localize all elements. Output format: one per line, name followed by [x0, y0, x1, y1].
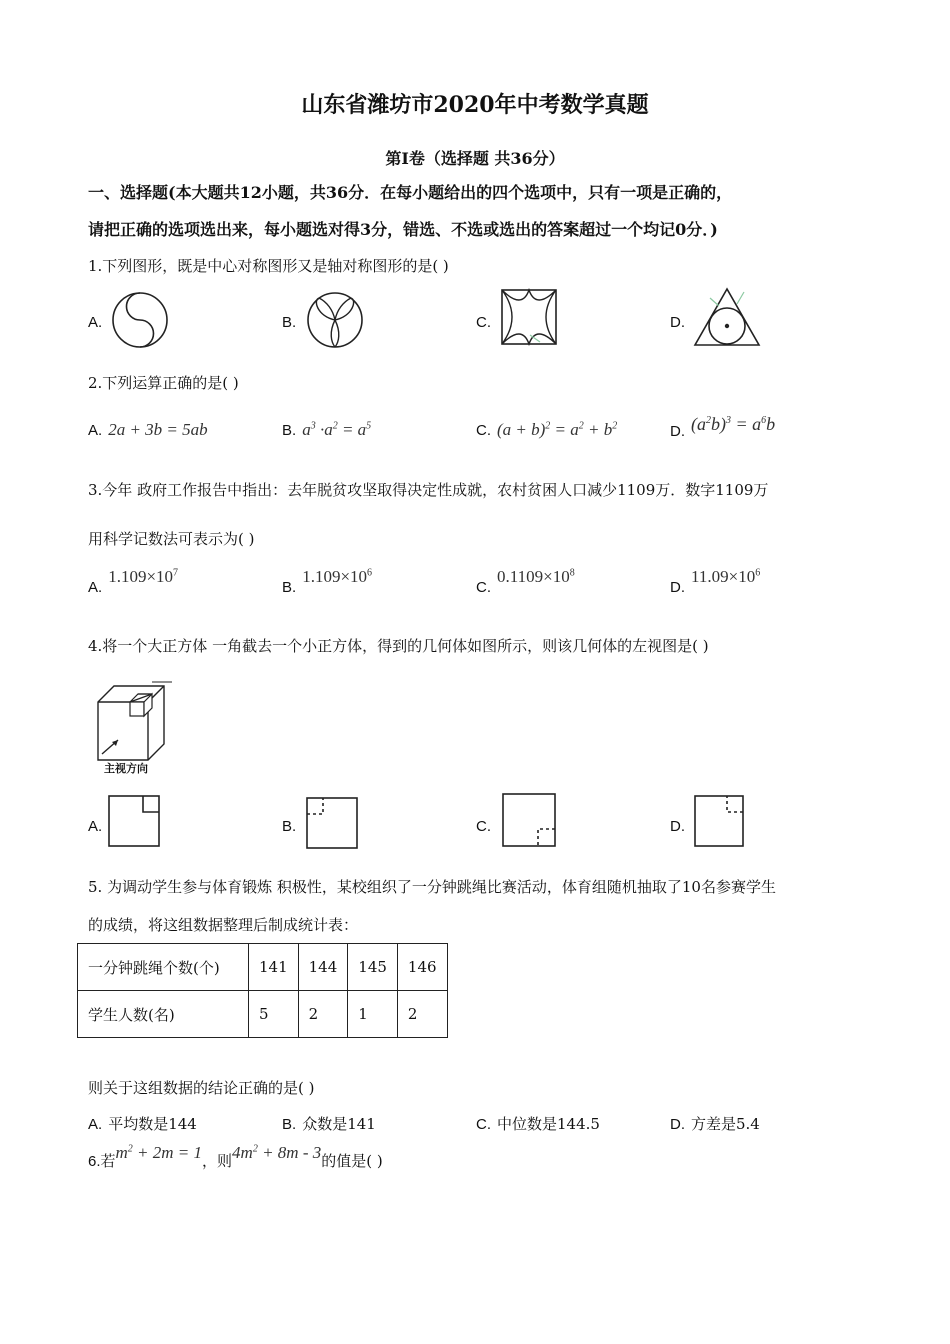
three-petal-circle-figure	[305, 290, 365, 350]
option-text: 方差是5.4	[691, 1115, 760, 1133]
q3-option-d[interactable]	[670, 567, 761, 596]
q3-stem-line2: 用科学记数法可表示为( )	[88, 530, 255, 548]
q3-option-b[interactable]	[282, 567, 373, 596]
option-label: D.	[670, 314, 685, 331]
q1-option-b[interactable]	[282, 313, 302, 331]
q5-stem-line1: 5. 为调动学生参与体育锻炼 积极性，某校组织了一分钟跳绳比赛活动，体育组随机抽取了10名参赛学生	[88, 878, 776, 896]
option-text: 众数是141	[302, 1115, 376, 1133]
section-instructions-line1: 一、选择题(本大题共12小题，共36分．在每小题给出的四个选项中，只有一项是正确的，	[88, 183, 733, 202]
option-text: 平均数是144	[108, 1115, 197, 1133]
option-label: A.	[88, 314, 103, 331]
option-label: D.	[670, 423, 685, 440]
table-cell: 144	[298, 944, 348, 991]
q4-option-d[interactable]	[670, 817, 691, 835]
q6-stem: 6.若$m^2 + 2m = 1$，则$4m^2 + 8m - 3$的值是( )	[88, 1143, 383, 1170]
option-label: D.	[670, 818, 685, 835]
q2-d-expression: $(a^2b)^3 = a^6b$	[691, 414, 776, 434]
figure-caption: 主视方向	[104, 762, 148, 775]
table-cell: 一分钟跳绳个数(个)	[78, 944, 249, 991]
triangle-with-circle-figure	[692, 286, 762, 348]
table-cell: 2	[298, 991, 348, 1038]
view-c-figure	[502, 793, 556, 847]
q1-stem: 1.下列图形，既是中心对称图形又是轴对称图形的是( )	[88, 257, 449, 275]
q4-stem: 4.将一个大正方体 一角截去一个小正方体，得到的几何体如图所示，则该几何体的左视图是( )	[88, 637, 709, 655]
option-label: B.	[282, 1116, 297, 1133]
q4-option-b[interactable]	[282, 817, 302, 835]
q2-option-b[interactable]	[282, 420, 371, 440]
q3-d-value: $11.09\times 10^6$	[691, 567, 761, 586]
q5-option-a[interactable]	[88, 1113, 197, 1134]
option-label: C.	[476, 1116, 491, 1133]
view-d-figure	[694, 795, 744, 847]
option-label: A.	[88, 1116, 103, 1133]
q1-option-c[interactable]	[476, 313, 497, 331]
table-cell: 2	[397, 991, 447, 1038]
q2-c-expression: $(a + b)^2 = a^2 + b^2$	[497, 420, 618, 439]
option-label: B.	[282, 422, 297, 439]
view-b-figure	[306, 797, 358, 849]
option-label: A.	[88, 579, 103, 596]
option-label: B.	[282, 579, 297, 596]
q5-option-b[interactable]	[282, 1113, 376, 1134]
page-title: 山东省潍坊市2020年中考数学真题	[301, 92, 649, 118]
option-label: D.	[670, 579, 685, 596]
option-label: C.	[476, 314, 491, 331]
square-with-star-figure	[500, 288, 558, 346]
q3-c-value: $0.1109\times 10^8$	[497, 567, 575, 586]
option-label: C.	[476, 579, 491, 596]
q4-option-c[interactable]	[476, 817, 497, 835]
q5-stem-line2: 的成绩，将这组数据整理后制成统计表：	[88, 916, 359, 934]
q1-option-a[interactable]	[88, 313, 108, 331]
section-instructions-line2: 请把正确的选项选出来，每小题选对得3分，错选、不选或选出的答案超过一个均记0分．)	[88, 220, 718, 239]
q2-b-expression: $a^3 \cdot a^2 = a^5$	[302, 420, 372, 439]
q2-option-a[interactable]	[88, 420, 208, 440]
option-text: 中位数是144.5	[497, 1115, 600, 1133]
q2-a-expression: 2a + 3b = 5ab	[108, 420, 208, 439]
option-label: C.	[476, 422, 491, 439]
option-label: B.	[282, 314, 297, 331]
option-label: C.	[476, 818, 491, 835]
q3-b-value: $1.109\times 10^6$	[302, 567, 373, 586]
table-cell: 学生人数(名)	[78, 991, 249, 1038]
rope-skipping-table	[77, 943, 448, 1038]
q2-option-c[interactable]	[476, 420, 617, 440]
table-row	[78, 991, 448, 1038]
option-label: A.	[88, 818, 103, 835]
q5-question: 则关于这组数据的结论正确的是( )	[88, 1079, 315, 1097]
option-label: D.	[670, 1116, 685, 1133]
view-a-figure	[108, 795, 160, 847]
table-cell: 141	[249, 944, 299, 991]
q3-option-a[interactable]	[88, 567, 179, 596]
q5-option-c[interactable]	[476, 1113, 600, 1134]
table-row	[78, 944, 448, 991]
q4-option-a[interactable]	[88, 817, 108, 835]
table-cell: 146	[397, 944, 447, 991]
q3-option-c[interactable]	[476, 567, 575, 596]
table-cell: 145	[348, 944, 398, 991]
q3-a-value: $1.109\times 10^7$	[108, 567, 179, 586]
option-label: A.	[88, 422, 103, 439]
table-cell: 5	[249, 991, 299, 1038]
volume-subtitle: 第Ⅰ卷（选择题 共36分）	[385, 149, 565, 168]
q3-stem-line1: 3.今年 政府工作报告中指出：去年脱贫攻坚取得决定性成就，农村贫困人口减少1109万．数字1109万	[88, 481, 769, 499]
table-cell: 1	[348, 991, 398, 1038]
option-label: B.	[282, 818, 297, 835]
q1-option-d[interactable]	[670, 313, 691, 331]
q2-stem: 2.下列运算正确的是( )	[88, 374, 239, 392]
q2-option-d[interactable]	[670, 414, 776, 440]
q5-option-d[interactable]	[670, 1113, 760, 1134]
yin-yang-figure	[110, 290, 170, 350]
